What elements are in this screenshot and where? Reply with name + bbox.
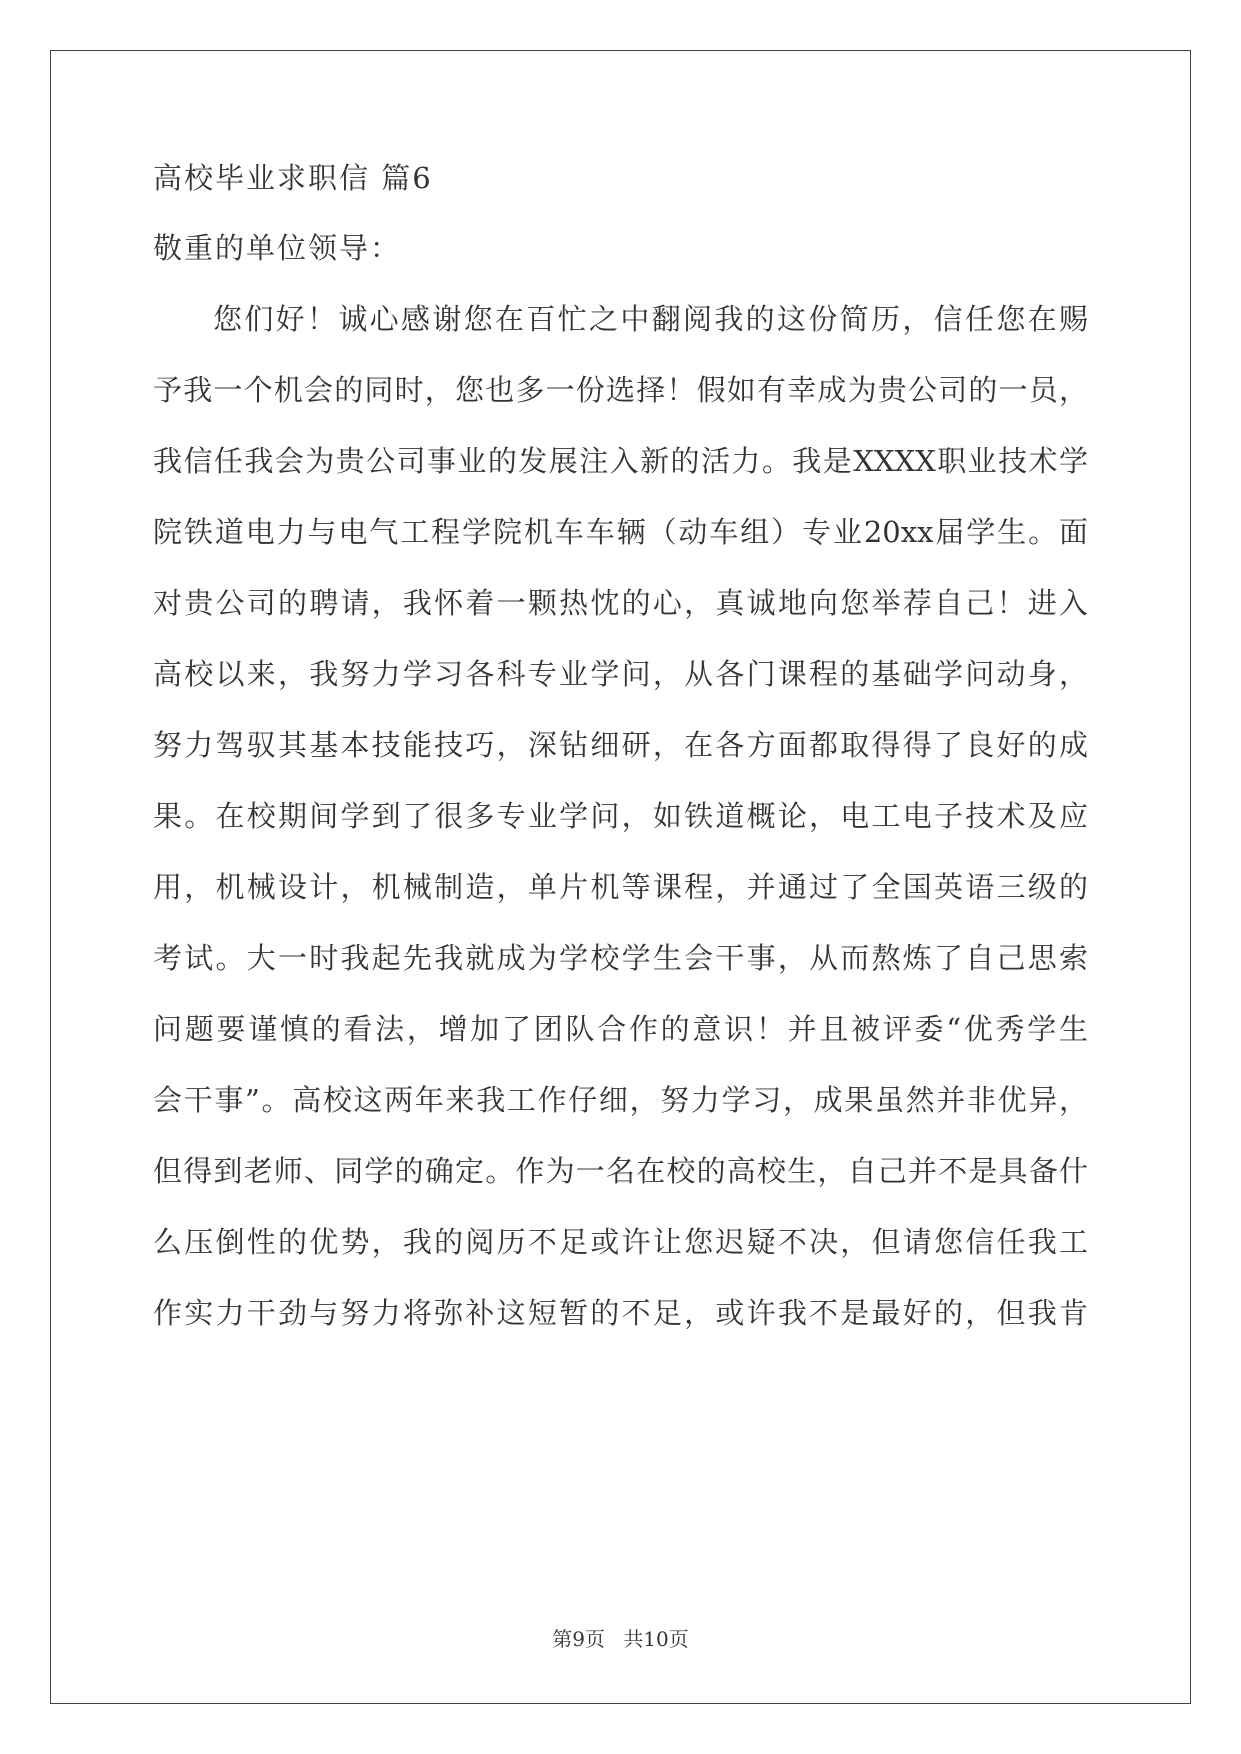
body-line: 问题要谨慎的看法，增加了团队合作的意识！并且被评委“优秀学生 — [153, 1012, 1088, 1046]
body-line: 予我一个机会的同时，您也多一份选择！假如有幸成为贵公司的一员， — [153, 373, 1088, 407]
document-title: 高校毕业求职信 篇6 — [153, 161, 433, 195]
body-line: 会干事”。高校这两年来我工作仔细，努力学习，成果虽然并非优异， — [153, 1083, 1088, 1117]
body-line: 么压倒性的优势，我的阅历不足或许让您迟疑不决，但请您信任我工 — [153, 1225, 1088, 1259]
body-line: 您们好！诚心感谢您在百忙之中翻阅我的这份简历，信任您在赐 — [213, 302, 1088, 336]
body-line: 对贵公司的聘请，我怀着一颗热忱的心，真诚地向您举荐自己！进入 — [153, 586, 1088, 620]
page-total: 共10页 — [623, 1627, 689, 1651]
body-line: 但得到老师、同学的确定。作为一名在校的高校生，自己并不是具备什 — [153, 1154, 1088, 1188]
body-line: 作实力干劲与努力将弥补这短暂的不足，或许我不是最好的，但我肯 — [153, 1296, 1088, 1330]
body-line: 考试。大一时我起先我就成为学校学生会干事，从而熬炼了自己思索 — [153, 941, 1088, 975]
body-line: 我信任我会为贵公司事业的发展注入新的活力。我是XXXX职业技术学 — [153, 444, 1088, 478]
body-line: 用，机械设计，机械制造，单片机等课程，并通过了全国英语三级的 — [153, 870, 1088, 904]
body-line: 努力驾驭其基本技能技巧，深钻细研，在各方面都取得得了良好的成 — [153, 728, 1088, 762]
page-number: 第9页 — [552, 1627, 605, 1651]
body-line: 院铁道电力与电气工程学院机车车辆（动车组）专业20xx届学生。面 — [153, 515, 1088, 549]
body-line: 果。在校期间学到了很多专业学问，如铁道概论，电工电子技术及应 — [153, 799, 1088, 833]
salutation: 敬重的单位领导： — [153, 231, 402, 265]
page-footer — [0, 1623, 1241, 1652]
body-line: 高校以来，我努力学习各科专业学问，从各门课程的基础学问动身， — [153, 657, 1088, 691]
